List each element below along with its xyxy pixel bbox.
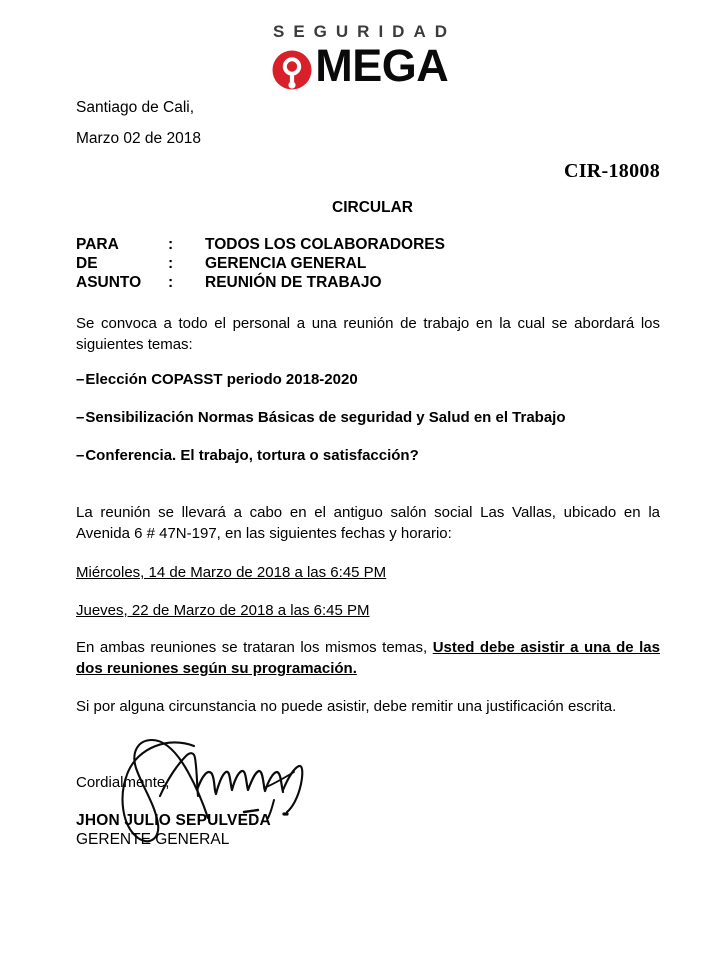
list-item-label: Sensibilización Normas Básicas de seguridad y Salud en el Trabajo	[85, 409, 566, 426]
bullet-dash-icon: –	[76, 371, 85, 388]
list-item	[76, 370, 660, 389]
list-item-label: Conferencia. El trabajo, tortura o satisfacción?	[85, 447, 419, 464]
attendance-emphasis: Usted debe asistir a una de las dos reuniones según su programación.	[76, 639, 660, 677]
meeting-date-1: Miércoles, 14 de Marzo de 2018 a las 6:45 PM	[76, 564, 387, 581]
meta-value: TODOS LOS COLABORADORES	[205, 236, 445, 253]
location-paragraph-wrap	[76, 502, 660, 544]
meta-value: REUNIÓN DE TRABAJO	[205, 274, 382, 291]
signer-role: GERENTE GENERAL	[76, 831, 230, 848]
table-row	[76, 273, 445, 292]
meeting-date-2: Jueves, 22 de Marzo de 2018 a las 6:45 PM	[76, 602, 370, 619]
meta-label: ASUNTO	[76, 274, 142, 291]
bullet-dash-icon: –	[76, 409, 85, 426]
omega-circle-icon	[272, 50, 312, 90]
meta-separator: :	[168, 236, 174, 253]
attendance-paragraph-wrap	[76, 637, 660, 679]
meta-label: PARA	[76, 236, 119, 253]
meta-separator: :	[168, 255, 174, 272]
signature-block	[76, 736, 406, 856]
meta-separator: :	[168, 274, 174, 291]
bullet-dash-icon: –	[76, 447, 85, 464]
list-item	[76, 446, 660, 465]
table-row	[76, 235, 445, 254]
list-item-label: Elección COPASST periodo 2018-2020	[85, 371, 358, 388]
recipient-meta-table	[76, 235, 445, 292]
reference-code: CIR-18008	[563, 160, 660, 182]
absence-note-wrap	[76, 696, 660, 717]
signer-name: JHON JULIO SEPULVEDA	[76, 812, 271, 829]
meta-label: DE	[76, 255, 98, 272]
city-line: Santiago de Cali,	[76, 99, 195, 116]
list-item	[76, 408, 660, 427]
location-paragraph: La reunión se llevará a cabo en el antiguo salón social Las Vallas, ubicado en la Avenida 6 # 47N-197, en las siguientes fechas y horario:	[76, 504, 660, 542]
company-logo	[0, 22, 720, 91]
logo-top-word: SEGURIDAD	[272, 22, 456, 41]
date-line: Marzo 02 de 2018	[76, 130, 201, 147]
page-title: CIRCULAR	[332, 199, 413, 216]
attendance-paragraph	[76, 637, 660, 679]
meta-value: GERENCIA GENERAL	[205, 255, 367, 272]
table-row	[76, 254, 445, 273]
logo-wordmark	[272, 40, 449, 91]
absence-note: Si por alguna circunstancia no puede asistir, debe remitir una justificación escrita.	[76, 698, 617, 715]
logo-bottom-word: MEGA	[315, 40, 449, 91]
closing-line: Cordialmente,	[76, 774, 170, 791]
intro-paragraph: Se convoca a todo el personal a una reunión de trabajo en la cual se abordará los siguientes temas:	[76, 315, 660, 353]
intro-paragraph-wrap	[76, 313, 660, 355]
attendance-text: En ambas reuniones se trataran los mismos temas,	[76, 639, 433, 656]
topics-list	[76, 370, 660, 484]
